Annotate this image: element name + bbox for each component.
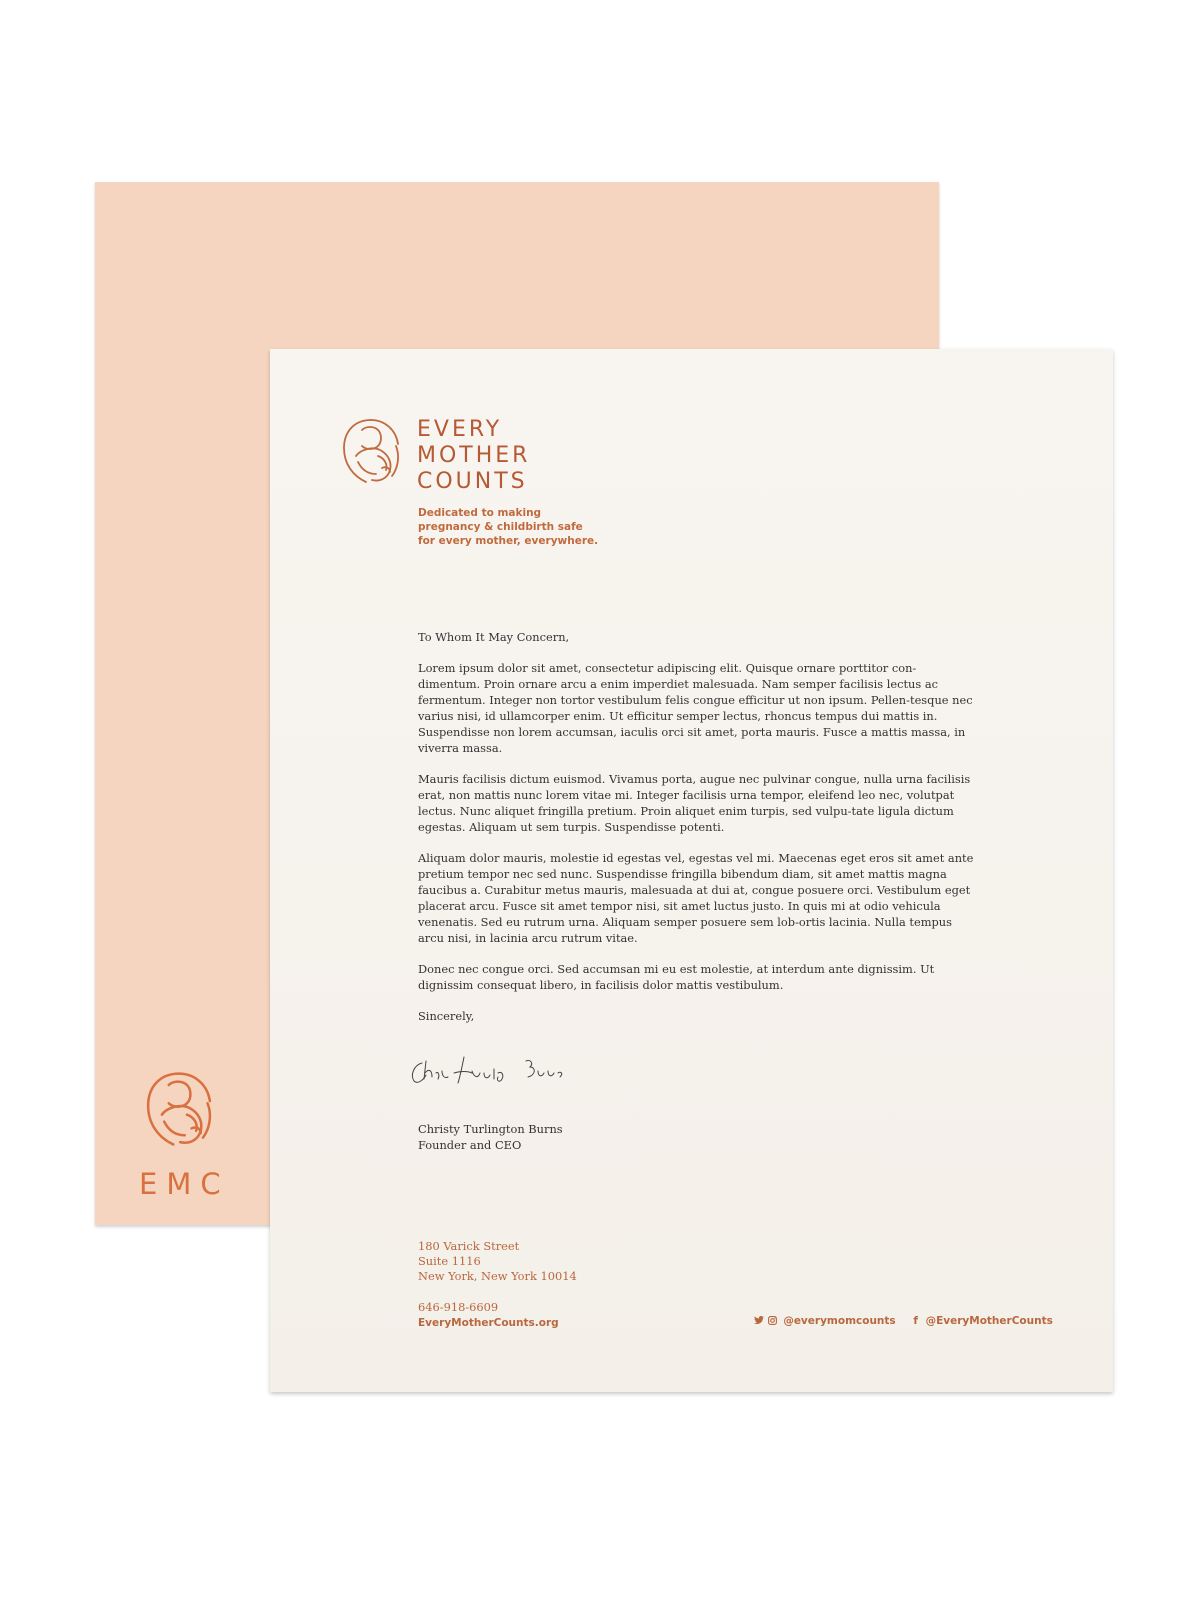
facebook-handle: @EveryMotherCounts (925, 1315, 1053, 1327)
closing: Sincerely, (418, 1009, 475, 1023)
signer-block (418, 1121, 563, 1153)
salutation: To Whom It May Concern, (418, 630, 570, 644)
website-link: EveryMotherCounts.org (418, 1317, 559, 1329)
mother-and-child-icon (338, 416, 404, 486)
mother-and-child-icon (141, 1069, 217, 1149)
wordmark-line: COUNTS (417, 469, 528, 494)
instagram-icon (768, 1316, 777, 1325)
signer-title: Founder and CEO (418, 1138, 522, 1152)
tagline (418, 506, 718, 548)
contact-block (418, 1299, 559, 1331)
instagram-handle: @everymomcounts (783, 1315, 896, 1327)
emc-monogram: EMC (139, 1167, 230, 1201)
twitter-icon (754, 1316, 764, 1325)
facebook-icon: f (913, 1315, 918, 1327)
tagline-line: for every mother, everywhere. (418, 535, 599, 547)
wordmark-line: MOTHER (417, 443, 531, 468)
paragraph: Mauris facilisis dictum euismod. Vivamus porta, augue nec pulvinar congue, nulla urna facilisis erat, non mattis nunc lorem vitae mi. Integer facilisis urna tempor, eleifend leo nec, volutpat lectus. Nunc aliquet fringilla pretium. Proin aliquet enim turpis, sed vulpu-tate ligula dictum egestas. Aliquam ut sem turpis. Suspendisse potenti. (418, 772, 971, 834)
address-line: Suite 1116 (418, 1254, 481, 1268)
address-block (418, 1239, 577, 1284)
twitter-instagram-handle-group (754, 1315, 896, 1327)
tagline-line: pregnancy & childbirth safe (418, 521, 583, 533)
wordmark-line: EVERY (417, 417, 503, 442)
social-handles (740, 1315, 1053, 1327)
paragraph: Donec nec congue orci. Sed accumsan mi eu est molestie, at interdum ante dignissim. Ut dignissim consequat libero, in facilisis dolor mattis vestibulum. (418, 962, 935, 992)
paragraph: Lorem ipsum dolor sit amet, consectetur adipiscing elit. Quisque ornare porttitor con-dimentum. Proin ornare arcu a enim imperdiet malesuada. Nam semper facilisis lectus ac fermentum. Integer non tortor vestibulum felis congue efficitur ut non ipsum. Pellen-tesque nec varius nisi, id ullamcorper enim. Ut efficitur semper lectus, rhoncus tempus dui mattis in. Suspendisse non lorem accumsan, iaculis orci sit amet, porta mauris. Fusce a mattis massa, in viverra massa. (418, 661, 973, 755)
address-line: New York, New York 10014 (418, 1269, 577, 1283)
handwritten-signature (408, 1049, 568, 1089)
phone-number: 646-918-6609 (418, 1300, 499, 1314)
wordmark (417, 417, 530, 495)
address-line: 180 Varick Street (418, 1239, 520, 1253)
letterhead-sheet (270, 349, 1113, 1392)
paragraph: Aliquam dolor mauris, molestie id egestas vel, egestas vel mi. Maecenas eget eros sit amet ante pretium tempor nec sed nunc. Suspendisse fringilla bibendum diam, sit amet mattis magna faucibus a. Curabitur metus mauris, malesuada at dui at, congue posuere orci. Vestibulum eget placerat arcu. Fusce sit amet tempor nisi, sit amet luctus justo. In quis mi at odio vehicula venenatis. Sed eu rutrum urna. Aliquam semper posuere sem lob-ortis lacinia. Nulla tempus arcu nisi, in lacinia arcu rutrum vitae. (418, 851, 974, 945)
tagline-line: Dedicated to making (418, 507, 542, 519)
signer-name: Christy Turlington Burns (418, 1122, 563, 1136)
letter-body (418, 629, 978, 1039)
facebook-handle-group (913, 1315, 1053, 1327)
